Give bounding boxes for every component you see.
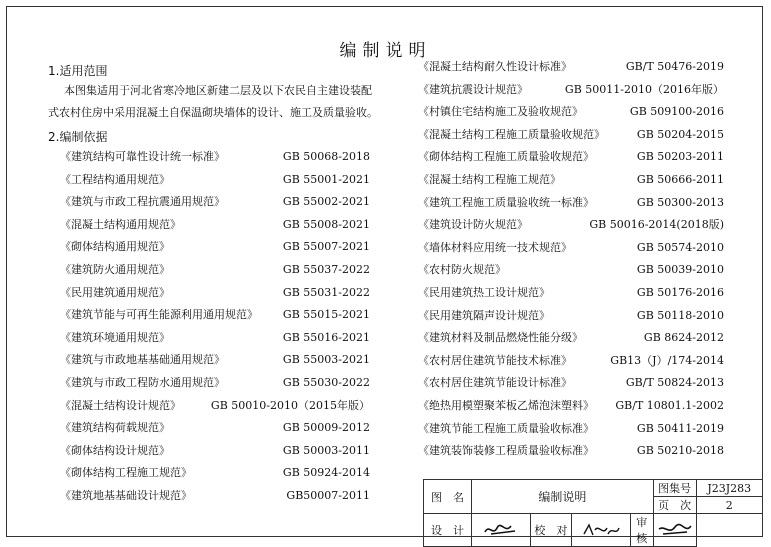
reference-name: 《建筑与市政工程防水通用规范》 [60, 376, 225, 389]
atlas-number-label: 图集号 [653, 480, 696, 497]
reference-name: 《农村居住建筑节能技术标准》 [418, 353, 572, 367]
check-signature [571, 514, 630, 547]
reference-code: GB 55016-2021 [282, 330, 370, 344]
reference-code: GB 55001-2021 [282, 172, 370, 186]
reference-name: 《混凝土结构通用规范》 [60, 217, 181, 231]
reference-code: GB 8624-2012 [643, 331, 724, 345]
reference-code: GB 50003-2011 [282, 443, 370, 457]
reference-code: GB 50411-2019 [636, 421, 724, 435]
reference-code: GB 50300-2013 [636, 195, 724, 209]
reference-name: 《民用建筑热工设计规范》 [418, 286, 550, 299]
reference-name: 《砌体结构工程施工规范》 [60, 466, 192, 480]
reference-code: GB 50210-2018 [636, 444, 724, 458]
reference-name: 《村镇住宅结构施工及验收规范》 [418, 105, 583, 119]
section-1-body-line-2: 式农村住房中采用混凝土自保温砌块墙体的设计、施工及质量验收。 [48, 106, 378, 119]
reference-name: 《建筑工程施工质量验收统一标准》 [418, 195, 594, 209]
check-label: 校 对 [530, 514, 571, 547]
reference-code: GB 50118-2010 [636, 308, 724, 322]
section-1-body-line-1: 本图集适用于河北省寒冷地区新建二层及以下农民自主建设装配 [64, 84, 372, 97]
reference-name: 《绝热用模塑聚苯板乙烯泡沫塑料》 [418, 399, 594, 412]
reference-code: GB 55031-2022 [282, 285, 370, 299]
reference-code: GB 50204-2015 [636, 127, 724, 141]
section-2-title: 2.编制依据 [48, 130, 108, 144]
reference-name: 《建筑结构荷载规范》 [60, 421, 170, 435]
design-signature [472, 514, 531, 547]
reference-code: GB/T 50476-2019 [625, 60, 724, 73]
reference-name: 《农村居住建筑节能设计标准》 [418, 376, 572, 390]
reference-name: 《建筑与市政地基基础通用规范》 [60, 353, 225, 367]
reference-name: 《民用建筑通用规范》 [60, 285, 170, 299]
reference-code: GB 50010-2010（2015年版） [210, 398, 370, 412]
reference-name: 《建筑设计防火规范》 [418, 218, 528, 232]
review-label: 审 核 [630, 514, 653, 547]
reference-name: 《混凝土结构工程施工规范》 [418, 173, 561, 186]
section-1-title: 1.适用范围 [48, 64, 108, 78]
reference-code: GB 55007-2021 [282, 240, 370, 254]
page-number-label: 页 次 [653, 497, 696, 514]
drawing-name-label: 图 名 [424, 480, 472, 514]
page-title: 编制说明 [339, 41, 432, 61]
page-number: 2 [696, 497, 763, 514]
reference-code: GB/T 10801.1-2002 [615, 399, 724, 412]
reference-name: 《农村防火规范》 [418, 263, 506, 277]
reference-code: GB 55008-2021 [282, 217, 370, 231]
reference-code: GB13（J）/174-2014 [610, 353, 724, 367]
reference-name: 《墙体材料应用统一技术规范》 [418, 240, 572, 254]
reference-name: 《建筑环境通用规范》 [60, 330, 170, 344]
reference-code: GB 55003-2021 [282, 353, 370, 367]
title-block [423, 479, 763, 547]
reference-code: GB 50068-2018 [282, 150, 370, 163]
reference-name: 《建筑地基基础设计规范》 [60, 489, 192, 502]
reference-name: 《建筑防火通用规范》 [60, 263, 170, 276]
review-signature-icon [655, 522, 695, 538]
reference-name: 《混凝土结构耐久性设计标准》 [418, 60, 572, 73]
reference-name: 《建筑节能工程施工质量验收标准》 [418, 421, 594, 435]
design-label: 设 计 [424, 514, 472, 547]
reference-name: 《砌体结构设计规范》 [60, 443, 170, 457]
reference-name: 《建筑材料及制品燃烧性能分级》 [418, 331, 583, 345]
reference-code: GB 50039-2010 [636, 263, 724, 277]
reference-code: GB 50176-2016 [636, 286, 724, 299]
reference-code: GB 50574-2010 [636, 240, 724, 254]
reference-name: 《建筑结构可靠性设计统一标准》 [60, 150, 225, 163]
reference-code: GB50007-2011 [286, 489, 370, 502]
reference-name: 《建筑与市政工程抗震通用规范》 [60, 195, 225, 209]
reference-code: GB 55015-2021 [282, 308, 370, 322]
reference-name: 《砌体结构通用规范》 [60, 240, 170, 254]
drawing-name: 编制说明 [472, 480, 654, 514]
atlas-number: J23J283 [696, 480, 763, 497]
reference-code: GB 55030-2022 [282, 376, 370, 389]
review-signature [653, 514, 696, 547]
reference-code: GB/T 50824-2013 [625, 376, 724, 390]
reference-code: GB 50666-2011 [636, 173, 724, 186]
reference-code: GB 509100-2016 [629, 105, 724, 119]
reference-code: GB 50009-2012 [282, 421, 370, 435]
reference-name: 《建筑装饰装修工程质量验收标准》 [418, 444, 594, 458]
reference-name: 《混凝土结构工程施工质量验收规范》 [418, 127, 605, 141]
reference-name: 《建筑节能与可再生能源利用通用规范》 [60, 308, 258, 322]
reference-code: GB 50011-2010（2016年版） [564, 82, 724, 96]
reference-code: GB 50203-2011 [636, 150, 724, 164]
reference-code: GB 55037-2022 [282, 263, 370, 276]
reference-code: GB 50924-2014 [282, 466, 370, 480]
check-signature-icon [581, 522, 621, 538]
reference-name: 《工程结构通用规范》 [60, 172, 170, 186]
reference-name: 《建筑抗震设计规范》 [418, 82, 528, 96]
design-signature-icon [481, 522, 521, 538]
reference-code: GB 50016-2014(2018版) [589, 218, 724, 232]
reference-name: 《混凝土结构设计规范》 [60, 398, 181, 412]
reference-code: GB 55002-2021 [282, 195, 370, 209]
reference-name: 《砌体结构工程施工质量验收规范》 [418, 150, 594, 164]
reference-name: 《民用建筑隔声设计规范》 [418, 308, 550, 322]
